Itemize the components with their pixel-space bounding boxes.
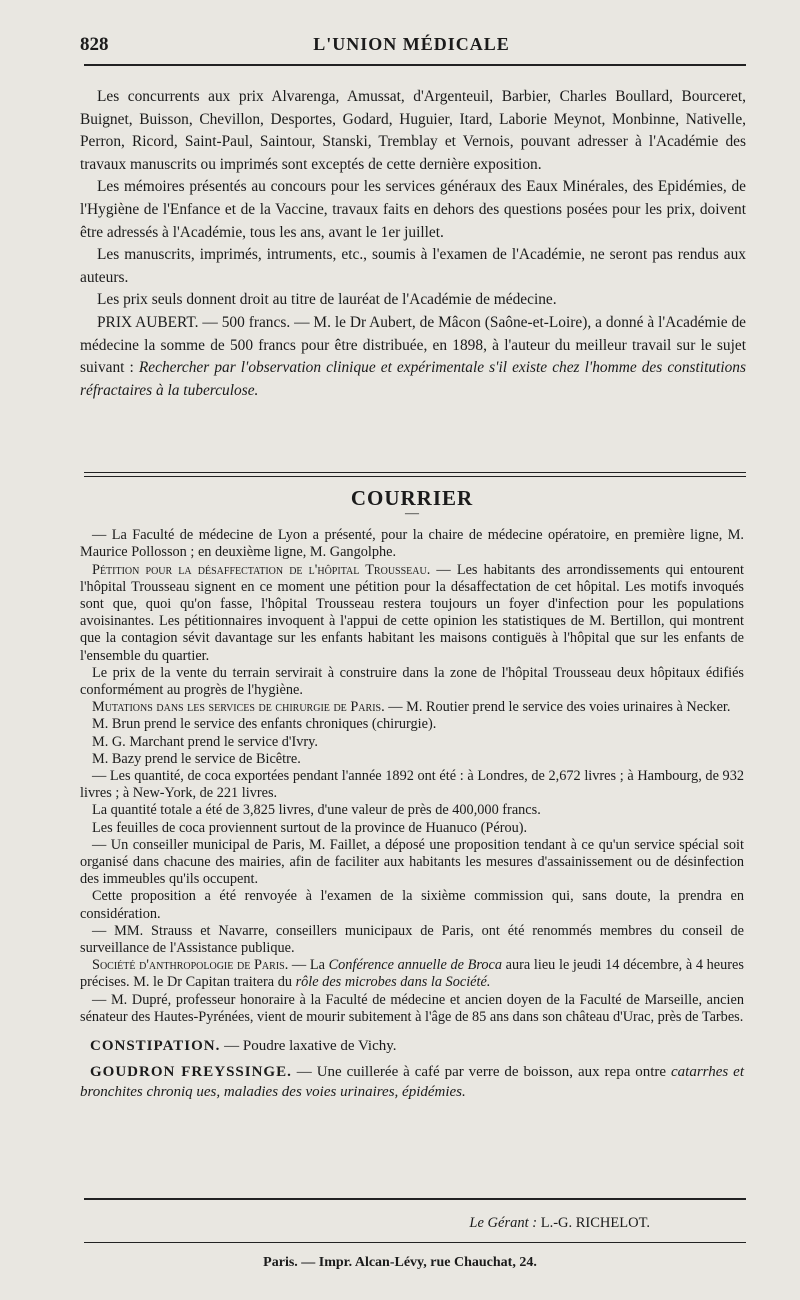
- header-rule: [84, 64, 746, 66]
- societe-role: rôle des microbes dans la Société.: [295, 974, 491, 991]
- item-brun: M. Brun prend le service des enfants chroniques (chirurgie).: [92, 716, 437, 733]
- advertisements: [80, 1036, 744, 1102]
- section-rule-top: [84, 472, 746, 473]
- ad-goudron-text: — Une cuillerée à café par verre de boisson, aux repa ontre: [291, 1064, 672, 1081]
- prix-aubert-text: — 500 francs. — M. le Dr Aubert, de Mâcon (Saône-et-Loire), a donné à l'Académie de médecine la somme de 500 francs pour être distribuée, en 1898, à l'auteur du meilleur travail sur le sujet suivant :: [80, 313, 746, 377]
- gerant-name: L.-G. RICHELOT.: [537, 1215, 650, 1231]
- paragraph-prix-aubert: [80, 312, 746, 402]
- running-title: L'UNION MÉDICALE: [313, 34, 510, 54]
- item-bazy: M. Bazy prend le service de Bicêtre.: [92, 750, 301, 767]
- ad-goudron: [80, 1062, 744, 1102]
- gerant-label: Le Gérant :: [469, 1215, 538, 1231]
- societe-text-2: aura lieu le jeudi 14 décembre, à 4 heures précises. M. le Dr Capitan traitera du: [80, 957, 744, 991]
- prize-section: [80, 86, 746, 402]
- item-coca-3: Les feuilles de coca proviennent surtout de la province de Huanuco (Pérou).: [92, 819, 528, 836]
- ad-constipation-label: CONSTIPATION.: [90, 1038, 221, 1055]
- prix-aubert-subject: Rechercher par l'observation clinique et expérimentale s'il existe chez l'homme des constitutions réfractaires à la tuberculose.: [80, 359, 746, 399]
- mutations-text: — M. Routier prend le service des voies urinaires à Necker.: [384, 699, 731, 716]
- footer-rule-top: [84, 1198, 746, 1200]
- ad-goudron-italic: catarrhes et bronchites chroniq ues, maladies des voies urinaires, épidémies.: [80, 1064, 744, 1101]
- paragraph-manuscrits: Les manuscrits, imprimés, intruments, etc., soumis à l'examen de l'Académie, ne seront pas rendus aux auteurs.: [80, 246, 746, 286]
- item-petition-prix: Le prix de la vente du terrain servirait à construire dans la zone de l'hôpital Trousseau deux hôpitaux édifiés conformément au progrès de l'hygiène.: [80, 664, 744, 699]
- footer-rule-bottom: [84, 1242, 746, 1243]
- ad-constipation-text: — Poudre laxative de Vichy.: [220, 1038, 397, 1055]
- item-strauss: — MM. Strauss et Navarre, conseillers municipaux de Paris, ont été renommés membres du conseil de surveillance de l'Assistance publique.: [80, 922, 744, 957]
- imprimerie-line: Paris. — Impr. Alcan-Lévy, rue Chauchat, 24.: [263, 1255, 537, 1270]
- paragraph-memoires: Les mémoires présentés au concours pour les services généraux des Eaux Minérales, des Epidémies, de l'Hygiène de l'Enfance et de la Vaccine, travaux faits en dehors des questions posées pour les prix, doivent être adressés à l'Académie, tous les ans, avant le 1er juillet.: [80, 178, 746, 241]
- item-mutations: [80, 699, 744, 716]
- item-marchant: M. G. Marchant prend le service d'Ivry.: [92, 733, 318, 750]
- mutations-label: Mutations dans les services de chirurgie de Paris.: [92, 699, 385, 716]
- prix-aubert-label: PRIX AUBERT.: [97, 313, 199, 331]
- courrier-section: [80, 486, 744, 1108]
- gerant-line: [469, 1215, 650, 1232]
- page-number: 828: [80, 34, 109, 55]
- item-coca-2: La quantité totale a été de 3,825 livres, d'une valeur de près de 400,000 francs.: [92, 802, 541, 819]
- item-faillet-1: — Un conseiller municipal de Paris, M. Faillet, a déposé une proposition tendant à ce qu'un service spécial soit organisé dans chacune des mairies, afin de faciliter aux habitants les mesures d'assainissement ou de désinfection des immeubles qu'ils occupent.: [80, 836, 744, 888]
- item-petition: [80, 562, 744, 665]
- item-dupre: — M. Dupré, professeur honoraire à la Faculté de médecine et ancien doyen de la Faculté de Marseille, ancien sénateur des Hautes-Pyrénées, vient de mourir subitement à l'âge de 85 ans dans son château d'Urac, près de Tarbes.: [80, 991, 744, 1025]
- ad-constipation: [80, 1036, 744, 1056]
- item-faillet-2: Cette proposition a été renvoyée à l'examen de la sixième commission qui, sans doute, la prendra en considération.: [80, 888, 744, 922]
- item-lyon: — La Faculté de médecine de Lyon a présenté, pour la chaire de médecine opératoire, en première ligne, M. Maurice Pollosson ; en deuxième ligne, M. Gangolphe.: [80, 527, 744, 561]
- paragraph-concurrents: Les concurrents aux prix Alvarenga, Amussat, d'Argenteuil, Barbier, Charles Boullard, Bourceret, Buignet, Buisson, Chevillon, Desportes, Godard, Huguier, Itard, Laborie Meynot, Monbinne, Nativelle, Perron, Ricord, Saint-Paul, Saintour, Stanski, Tremblay et Vernois, pouvant adresser à l'Académie des travaux manuscrits ou imprimés sont exceptés de cette dernière exposition.: [80, 88, 746, 173]
- item-coca-1: — Les quantité, de coca exportées pendant l'année 1892 ont été : à Londres, de 2,672 livres ; à Hambourg, de 932 livres ; à New-York, de 221 livres.: [80, 768, 744, 802]
- societe-label: Société d'anthropologie de Paris.: [92, 957, 289, 974]
- ad-goudron-label: GOUDRON FREYSSINGE.: [90, 1064, 292, 1081]
- courrier-title: COURRIER: [350, 486, 474, 510]
- paragraph-prix-seuls: Les prix seuls donnent droit au titre de lauréat de l'Académie de médecine.: [97, 291, 557, 309]
- petition-label: Pétition pour la désaffectation de l'hôpital Trousseau.: [92, 561, 431, 578]
- petition-text: — Les habitants des arrondissements qui entourent l'hôpital Trousseau signent en ce moment une pétition pour la désaffectation de cet hôpital. Les motifs invoqués sont que, quoi qu'on fasse, l'hôpital Trousseau restera toujours un foyer d'infection pour les populations avoisinantes. Les pétitionnaires invoquent à l'appui de cette opinion les statistiques de M. Bertillon, qui montrent que la contagion sévit davantage sur les enfants habitant les maisons contiguës à l'hôpital que sur les enfants de l'ensemble du quartier.: [80, 561, 744, 664]
- section-rule-bottom: [84, 476, 746, 477]
- item-societe: [80, 957, 744, 991]
- societe-text-1: — La: [288, 957, 329, 974]
- courrier-dash: —: [405, 506, 419, 522]
- societe-conference: Conférence annuelle de Broca: [328, 957, 503, 974]
- page-header: [78, 28, 745, 62]
